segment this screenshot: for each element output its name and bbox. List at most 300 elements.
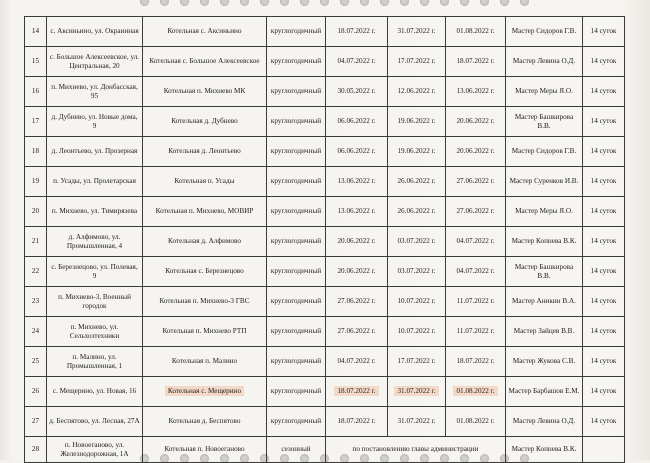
address-cell — [47, 437, 143, 463]
shutdown-end-cell-text: 19.06.2022 г. — [397, 117, 436, 126]
row-number-text: 21 — [31, 237, 40, 246]
shutdown-start-cell — [326, 77, 388, 107]
row-number-text: 28 — [31, 445, 40, 454]
responsible-master-cell — [506, 317, 583, 347]
resume-date-cell — [446, 137, 506, 167]
row-number — [25, 377, 47, 407]
punch-hole — [260, 0, 269, 6]
duration-cell-text: 14 суток — [590, 117, 617, 126]
boiler-house-cell-text: Котельная д. Беспятово — [168, 417, 241, 426]
operating-mode-cell — [267, 317, 326, 347]
address-cell-text: с. Аксиньино, ул. Окраинная — [50, 27, 139, 36]
boiler-house-cell-text: Котельная п. Малино — [171, 357, 238, 366]
shutdown-end-cell — [388, 347, 446, 377]
responsible-master-cell-text: Мастер Левина О.Д. — [512, 57, 576, 66]
row-number — [25, 197, 47, 227]
resume-date-cell-text: 18.07.2022 г. — [456, 357, 495, 366]
administration-note-cell — [326, 437, 506, 463]
row-number — [25, 347, 47, 377]
duration-cell — [583, 287, 625, 317]
shutdown-start-cell-text: 04.07.2022 г. — [337, 357, 376, 366]
resume-date-cell-text: 27.06.2022 г. — [456, 207, 495, 216]
boiler-house-cell-text: Котельная п. Михнево РТП — [162, 327, 247, 336]
resume-date-cell-text: 01.08.2022 г. — [456, 27, 495, 36]
resume-date-cell-text: 04.07.2022 г. — [456, 237, 495, 246]
punch-hole — [220, 0, 229, 6]
resume-date-cell — [446, 167, 506, 197]
table-row — [25, 407, 625, 437]
duration-cell-text: 14 суток — [590, 27, 617, 36]
duration-cell-text: 14 суток — [590, 417, 617, 426]
boiler-house-cell — [143, 317, 267, 347]
resume-date-cell — [446, 227, 506, 257]
resume-date-cell — [446, 257, 506, 287]
boiler-house-cell — [143, 227, 267, 257]
operating-mode-cell-text: круглогодичный — [270, 417, 322, 426]
row-number-text: 23 — [31, 297, 40, 306]
resume-date-cell-text: 18.07.2022 г. — [456, 57, 495, 66]
address-cell — [47, 377, 143, 407]
row-number — [25, 17, 47, 47]
shutdown-end-cell-text: 03.07.2022 г. — [397, 267, 436, 276]
shutdown-end-cell — [388, 137, 446, 167]
duration-cell — [583, 257, 625, 287]
address-cell — [47, 47, 143, 77]
row-number-text: 26 — [31, 387, 40, 396]
responsible-master-cell — [506, 77, 583, 107]
row-number-text: 16 — [31, 87, 40, 96]
row-number-text: 17 — [31, 117, 40, 126]
row-number — [25, 47, 47, 77]
boiler-house-cell-text: Котельная п. Михнево МК — [163, 87, 246, 96]
operating-mode-cell-text: круглогодичный — [270, 27, 322, 36]
table-row — [25, 347, 625, 377]
responsible-master-cell-text: Мастер Меры Я.О. — [515, 207, 573, 216]
shutdown-start-cell — [326, 107, 388, 137]
row-number — [25, 257, 47, 287]
duration-cell-text: 14 суток — [590, 357, 617, 366]
operating-mode-cell-text: круглогодичный — [270, 117, 322, 126]
operating-mode-cell — [267, 347, 326, 377]
operating-mode-cell-text: круглогодичный — [270, 357, 322, 366]
address-cell-text: п. Михнево, ул. Донбасская, 95 — [51, 83, 138, 100]
table-row — [25, 317, 625, 347]
table-row — [25, 17, 625, 47]
resume-date-cell — [446, 377, 506, 407]
duration-cell — [583, 227, 625, 257]
punch-hole — [380, 0, 389, 6]
boiler-house-cell-text: Котельная с. Березнецово — [165, 267, 244, 276]
responsible-master-cell — [506, 377, 583, 407]
table-row — [25, 167, 625, 197]
resume-date-cell — [446, 107, 506, 137]
row-number — [25, 107, 47, 137]
boiler-house-cell-text: Котельная с. Аксиньино — [167, 27, 242, 36]
address-cell-text: с. Большое Алексеевское, ул. Центральная, 20 — [49, 53, 140, 70]
boiler-house-cell-text: Котельная д. Леонтьево — [168, 147, 241, 156]
row-number — [25, 227, 47, 257]
resume-date-cell-text: 20.06.2022 г. — [456, 147, 495, 156]
shutdown-end-cell — [388, 107, 446, 137]
punch-hole — [500, 0, 509, 6]
responsible-master-cell-text: Мастер Зайцев В.В. — [513, 327, 575, 336]
responsible-master-cell — [506, 407, 583, 437]
punch-hole — [140, 0, 149, 6]
address-cell — [47, 407, 143, 437]
punch-hole — [280, 0, 289, 6]
responsible-master-cell-text: Мастер Башкирова В.В. — [514, 113, 574, 130]
row-number-text: 24 — [31, 327, 40, 336]
duration-cell — [583, 407, 625, 437]
duration-cell — [583, 17, 625, 47]
operating-mode-cell-text: круглогодичный — [270, 177, 322, 186]
punch-hole — [440, 0, 449, 6]
address-cell-text: с. Мещерино, ул. Новая, 16 — [52, 387, 137, 396]
resume-date-cell — [446, 77, 506, 107]
boiler-house-cell-text: Котельная п. Михнево-3 ГВС — [159, 297, 250, 306]
shutdown-end-cell — [388, 47, 446, 77]
shutdown-start-cell-text: 06.06.2022 г. — [337, 147, 376, 156]
row-number-text: 22 — [31, 267, 40, 276]
row-number — [25, 287, 47, 317]
operating-mode-cell — [267, 227, 326, 257]
row-number-text: 20 — [31, 207, 40, 216]
row-number-text: 25 — [31, 357, 40, 366]
duration-cell-text: 14 суток — [590, 327, 617, 336]
address-cell-text: п. Усады, ул. Пролетарская — [53, 177, 136, 186]
shutdown-end-cell-text: 17.07.2022 г. — [397, 57, 436, 66]
shutdown-start-cell-text: 20.06.2022 г. — [337, 237, 376, 246]
resume-date-cell-text: 04.07.2022 г. — [456, 267, 495, 276]
table-row — [25, 287, 625, 317]
row-number-text: 18 — [31, 147, 40, 156]
shutdown-end-cell — [388, 197, 446, 227]
operating-mode-cell — [267, 47, 326, 77]
shutdown-end-cell-text: 31.07.2022 г. — [397, 417, 436, 426]
boiler-house-cell-text: Котельная д. Дубнево — [171, 117, 238, 126]
shutdown-end-cell — [388, 407, 446, 437]
responsible-master-cell-text: Мастер Копнева В.К. — [511, 237, 577, 246]
shutdown-end-cell-text: 12.06.2022 г. — [397, 87, 436, 96]
boiler-house-cell — [143, 107, 267, 137]
row-number — [25, 407, 47, 437]
duration-cell-text: 14 суток — [590, 57, 617, 66]
resume-date-cell — [446, 347, 506, 377]
punch-hole — [340, 0, 349, 6]
address-cell — [47, 17, 143, 47]
operating-mode-cell-text: круглогодичный — [270, 327, 322, 336]
shutdown-end-cell — [388, 17, 446, 47]
duration-cell — [583, 317, 625, 347]
shutdown-start-cell — [326, 347, 388, 377]
shutdown-start-cell — [326, 407, 388, 437]
boiler-house-cell-text: Котельная д. Алфимово — [168, 237, 241, 246]
address-cell — [47, 167, 143, 197]
shutdown-end-cell-text: 26.06.2022 г. — [397, 207, 436, 216]
address-cell — [47, 347, 143, 377]
shutdown-end-cell-text: 10.07.2022 г. — [397, 327, 436, 336]
operating-mode-cell — [267, 17, 326, 47]
operating-mode-cell-text: круглогодичный — [270, 387, 322, 396]
row-number-text: 19 — [31, 177, 40, 186]
resume-date-cell-text: 13.06.2022 г. — [456, 87, 495, 96]
responsible-master-cell — [506, 17, 583, 47]
shutdown-start-cell-text: 27.06.2022 г. — [337, 297, 376, 306]
duration-cell-text: 14 суток — [590, 237, 617, 246]
operating-mode-cell — [267, 77, 326, 107]
operating-mode-cell — [267, 137, 326, 167]
punch-hole — [480, 0, 489, 6]
operating-mode-cell — [267, 407, 326, 437]
address-cell-text: д. Беспятово, ул. Лесная, 27А — [49, 417, 140, 426]
shutdown-start-cell — [326, 227, 388, 257]
duration-cell — [583, 167, 625, 197]
operating-mode-cell-text: круглогодичный — [270, 297, 322, 306]
shutdown-start-cell-text: 18.07.2022 г. — [337, 27, 376, 36]
responsible-master-cell — [506, 437, 583, 463]
shutdown-start-cell — [326, 377, 388, 407]
table-row — [25, 107, 625, 137]
punch-hole — [360, 0, 369, 6]
row-number-text: 14 — [31, 27, 40, 36]
row-number-text: 27 — [31, 417, 40, 426]
address-cell — [47, 77, 143, 107]
boiler-house-cell — [143, 287, 267, 317]
boiler-house-cell-text: Котельная п. Михнево, МОВИР — [155, 207, 254, 216]
resume-date-cell-text: 27.06.2022 г. — [456, 177, 495, 186]
shutdown-end-cell-text: 10.07.2022 г. — [397, 297, 436, 306]
address-cell — [47, 317, 143, 347]
shutdown-start-cell — [326, 47, 388, 77]
shutdown-start-cell — [326, 317, 388, 347]
resume-date-cell-text: 11.07.2022 г. — [456, 297, 495, 306]
boiler-house-cell — [143, 47, 267, 77]
operating-mode-cell-text: круглогодичный — [270, 267, 322, 276]
responsible-master-cell — [506, 227, 583, 257]
shutdown-end-cell-text: 31.07.2022 г. — [394, 386, 438, 396]
row-number — [25, 77, 47, 107]
responsible-master-cell-text: Мастер Сидоров Г.В. — [511, 27, 577, 36]
boiler-house-cell — [143, 17, 267, 47]
punch-hole — [180, 0, 189, 6]
shutdown-start-cell — [326, 257, 388, 287]
punch-hole — [520, 0, 529, 6]
resume-date-cell — [446, 197, 506, 227]
shutdown-start-cell-text: 18.07.2022 г. — [334, 386, 378, 396]
table-row — [25, 47, 625, 77]
boiler-house-cell — [143, 347, 267, 377]
address-cell — [47, 107, 143, 137]
responsible-master-cell-text: Мастер Левина О.Д. — [512, 417, 576, 426]
punch-hole — [420, 0, 429, 6]
table-row — [25, 77, 625, 107]
shutdown-start-cell-text: 04.07.2022 г. — [337, 57, 376, 66]
table-row — [25, 137, 625, 167]
address-cell-text: п. Михнево, ул. Тимирязева — [51, 207, 138, 216]
boiler-house-cell-text: Котельная п. Новоеганово — [164, 445, 245, 454]
operating-mode-cell — [267, 377, 326, 407]
punch-hole — [300, 0, 309, 6]
responsible-master-cell — [506, 197, 583, 227]
punch-holes-top — [0, 0, 650, 10]
shutdown-end-cell-text: 31.07.2022 г. — [397, 27, 436, 36]
address-cell-text: п. Михнево-3, Военный городок — [58, 293, 131, 310]
administration-note-cell-text: по постановлению главы администрации — [352, 445, 479, 454]
row-number — [25, 317, 47, 347]
resume-date-cell — [446, 47, 506, 77]
duration-cell — [583, 47, 625, 77]
shutdown-start-cell-text: 13.06.2022 г. — [337, 177, 376, 186]
resume-date-cell — [446, 287, 506, 317]
shutdown-start-cell — [326, 17, 388, 47]
table-row — [25, 197, 625, 227]
address-cell — [47, 257, 143, 287]
responsible-master-cell — [506, 287, 583, 317]
resume-date-cell — [446, 317, 506, 347]
duration-cell — [583, 107, 625, 137]
shutdown-end-cell-text: 26.06.2022 г. — [397, 177, 436, 186]
duration-cell — [583, 377, 625, 407]
responsible-master-cell — [506, 47, 583, 77]
operating-mode-cell — [267, 437, 326, 463]
address-cell-text: п. Малино, ул. Промышленная, 1 — [66, 353, 123, 370]
address-cell-text: д. Дубнево, ул. Новые дома, 9 — [51, 113, 138, 130]
shutdown-end-cell — [388, 287, 446, 317]
operating-mode-cell — [267, 287, 326, 317]
responsible-master-cell — [506, 107, 583, 137]
resume-date-cell-text: 11.07.2022 г. — [456, 327, 495, 336]
table-row — [25, 257, 625, 287]
shutdown-end-cell-text: 17.07.2022 г. — [397, 357, 436, 366]
duration-cell-text: 14 суток — [590, 207, 617, 216]
duration-cell — [583, 347, 625, 377]
operating-mode-cell-text: круглогодичный — [270, 57, 322, 66]
responsible-master-cell — [506, 137, 583, 167]
shutdown-end-cell — [388, 317, 446, 347]
shutdown-start-cell-text: 20.06.2022 г. — [337, 267, 376, 276]
operating-mode-cell — [267, 197, 326, 227]
table-row — [25, 437, 625, 463]
row-number — [25, 137, 47, 167]
boiler-house-cell — [143, 137, 267, 167]
duration-cell-text: 14 суток — [590, 147, 617, 156]
resume-date-cell-text: 20.06.2022 г. — [456, 117, 495, 126]
shutdown-start-cell — [326, 197, 388, 227]
address-cell — [47, 197, 143, 227]
table-row — [25, 227, 625, 257]
operating-mode-cell-text: круглогодичный — [270, 147, 322, 156]
responsible-master-cell — [506, 347, 583, 377]
punch-hole — [460, 0, 469, 6]
row-number-text: 15 — [31, 57, 40, 66]
operating-mode-cell — [267, 257, 326, 287]
punch-hole — [400, 0, 409, 6]
shutdown-end-cell — [388, 257, 446, 287]
boiler-house-cell-text: Котельная п. Усады — [174, 177, 235, 186]
row-number — [25, 167, 47, 197]
shutdown-start-cell-text: 06.06.2022 г. — [337, 117, 376, 126]
shutdown-end-cell-text: 19.06.2022 г. — [397, 147, 436, 156]
address-cell — [47, 137, 143, 167]
shutdown-end-cell — [388, 377, 446, 407]
duration-cell-text: 14 суток — [590, 297, 617, 306]
shutdown-start-cell-text: 27.06.2022 г. — [337, 327, 376, 336]
resume-date-cell — [446, 407, 506, 437]
punch-hole — [200, 0, 209, 6]
responsible-master-cell-text: Мастер Жукова С.В. — [512, 357, 576, 366]
operating-mode-cell — [267, 167, 326, 197]
responsible-master-cell-text: Мастер Аникин В.А. — [512, 297, 576, 306]
responsible-master-cell-text: Мастер Суренков И.В. — [509, 177, 579, 186]
shutdown-start-cell — [326, 137, 388, 167]
punch-hole — [240, 0, 249, 6]
duration-cell — [583, 137, 625, 167]
punch-hole — [160, 0, 169, 6]
address-cell-text: д. Леонтьево, ул. Прозерная — [51, 147, 138, 156]
boiler-house-cell — [143, 257, 267, 287]
schedule-body — [25, 17, 625, 463]
address-cell — [47, 287, 143, 317]
boiler-house-cell — [143, 407, 267, 437]
duration-cell — [583, 77, 625, 107]
duration-cell — [583, 197, 625, 227]
boiler-house-cell-text: Котельная с. Мещерино — [165, 386, 244, 396]
address-cell-text: п. Новоеганово, ул. Железнодорожная, 1А — [60, 441, 129, 458]
boiler-house-cell — [143, 197, 267, 227]
shutdown-end-cell — [388, 167, 446, 197]
boiler-house-cell — [143, 77, 267, 107]
operating-mode-cell — [267, 107, 326, 137]
shutdown-start-cell-text: 13.06.2022 г. — [337, 207, 376, 216]
table-row — [25, 377, 625, 407]
shutdown-start-cell — [326, 287, 388, 317]
operating-mode-cell-text: круглогодичный — [270, 87, 322, 96]
boiler-house-cell — [143, 167, 267, 197]
punch-hole — [320, 0, 329, 6]
responsible-master-cell-text: Мастер Меры Я.О. — [515, 87, 573, 96]
responsible-master-cell-text: Мастер Копнева В.К. — [511, 445, 577, 454]
responsible-master-cell — [506, 167, 583, 197]
resume-date-cell — [446, 17, 506, 47]
row-number — [25, 437, 47, 463]
address-cell — [47, 227, 143, 257]
duration-cell — [583, 437, 625, 463]
resume-date-cell-text: 01.08.2022 г. — [456, 417, 495, 426]
boiler-house-cell — [143, 437, 267, 463]
responsible-master-cell-text: Мастер Сидоров Г.В. — [511, 147, 577, 156]
duration-cell-text: 14 суток — [590, 87, 617, 96]
resume-date-cell-text: 01.08.2022 г. — [453, 386, 497, 396]
shutdown-start-cell-text: 30.05.2022 г. — [337, 87, 376, 96]
duration-cell-text: 14 суток — [590, 387, 617, 396]
address-cell-text: д. Алфимово, ул. Промышленная, 4 — [66, 233, 123, 250]
responsible-master-cell — [506, 257, 583, 287]
operating-mode-cell-text: круглогодичный — [270, 207, 322, 216]
operating-mode-cell-text: круглогодичный — [270, 237, 322, 246]
shutdown-start-cell — [326, 167, 388, 197]
address-cell-text: п. Михнево, ул. Сельхозтехники — [69, 323, 120, 340]
shutdown-end-cell — [388, 227, 446, 257]
responsible-master-cell-text: Мастер Барбашов Е.М. — [508, 387, 580, 396]
maintenance-schedule-table — [24, 16, 625, 463]
shutdown-start-cell-text: 18.07.2022 г. — [337, 417, 376, 426]
shutdown-end-cell-text: 03.07.2022 г. — [397, 237, 436, 246]
address-cell-text: с. Березнецово, ул. Полевая, 9 — [51, 263, 138, 280]
shutdown-end-cell — [388, 77, 446, 107]
duration-cell-text: 14 суток — [590, 267, 617, 276]
boiler-house-cell — [143, 377, 267, 407]
duration-cell-text: 14 суток — [590, 177, 617, 186]
